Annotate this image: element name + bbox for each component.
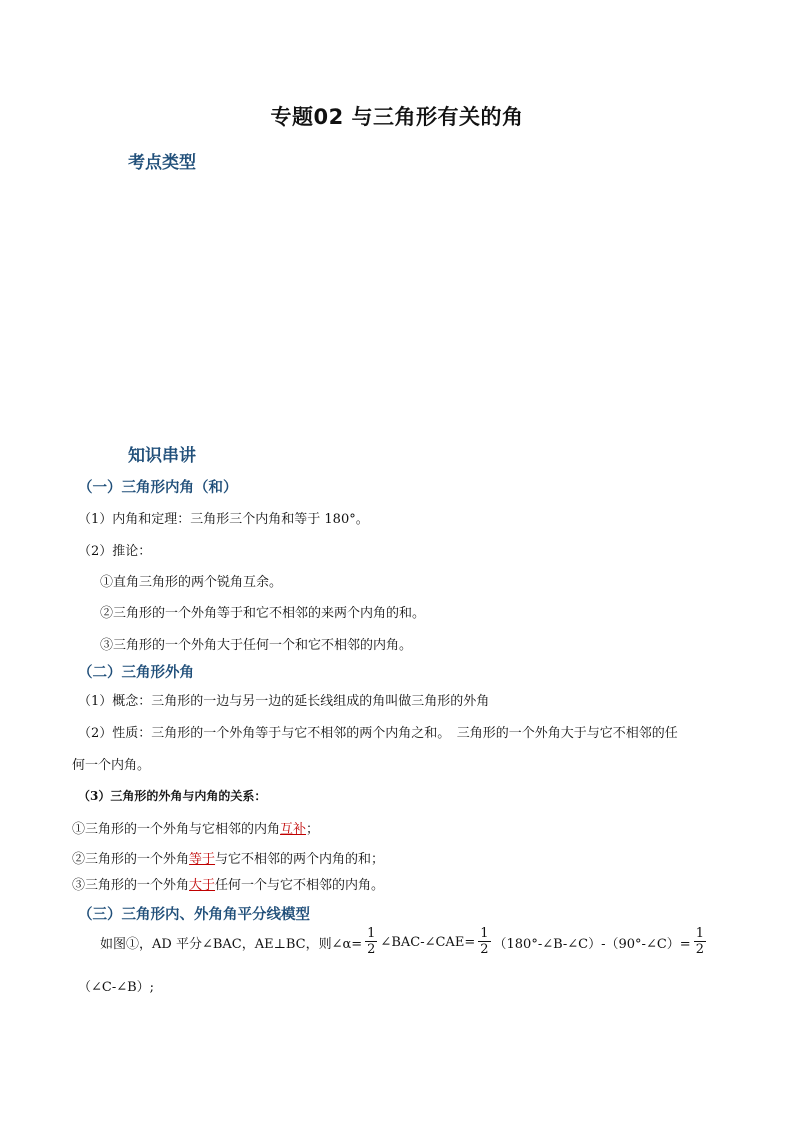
part2-item2-line2: 何一个内角。	[72, 758, 151, 773]
part3-heading: （三）三角形内、外角角平分线模型	[78, 907, 310, 923]
formula-part-a: 如图①，AD 平分∠BAC，AE⊥BC，则∠α=	[100, 937, 363, 952]
relation-1	[72, 818, 319, 837]
page-title: 专题02 与三角形有关的角	[270, 105, 524, 129]
part2-item3: （3）三角形的外角与内角的关系：	[78, 789, 267, 803]
part1-corollary-2: ②三角形的一个外角等于和它不相邻的来两个内角的和。	[100, 606, 426, 621]
part2-item1: （1）概念：三角形的一边与另一边的延长线组成的角叫做三角形的外角	[78, 694, 490, 709]
bisector-formula	[100, 927, 709, 958]
formula-continuation: （∠C-∠B）;	[78, 980, 155, 995]
part1-corollary-1: ①直角三角形的两个锐角互余。	[100, 575, 283, 590]
part2-heading: （二）三角形外角	[78, 665, 194, 681]
section-zhishi-heading: 知识串讲	[128, 446, 196, 466]
relation-3-key: 大于	[189, 878, 216, 893]
part1-heading: （一）三角形内角（和）	[78, 480, 238, 496]
relation-2-post: 与它不相邻的两个内角的和；	[215, 852, 385, 867]
relation-1-post: ；	[306, 822, 320, 837]
relation-3	[72, 874, 384, 893]
part1-corollary-3: ③三角形的一个外角大于任何一个和它不相邻的内角。	[100, 638, 413, 653]
relation-3-post: 任何一个与它不相邻的内角。	[215, 878, 385, 893]
relation-1-key: 互补	[280, 822, 307, 837]
fraction-half-1: $\frac{1}{2}$	[367, 926, 376, 957]
fraction-half-3: $\frac{1}{2}$	[695, 926, 704, 957]
relation-2	[72, 848, 384, 867]
relation-3-pre: ③三角形的一个外角	[72, 878, 190, 893]
relation-2-pre: ②三角形的一个外角	[72, 852, 190, 867]
part2-item2-line1: （2）性质：三角形的一个外角等于与它不相邻的两个内角之和。 三角形的一个外角大于与它不相邻的任	[78, 726, 678, 741]
part1-item1: （1）内角和定理：三角形三个内角和等于 180°。	[78, 512, 369, 527]
fraction-half-2: $\frac{1}{2}$	[480, 926, 489, 957]
section-kaodian-heading: 考点类型	[128, 153, 196, 173]
formula-part-c: （180°-∠B-∠C）-（90°-∠C）=	[493, 937, 691, 952]
relation-1-pre: ①三角形的一个外角与它相邻的内角	[72, 822, 281, 837]
part1-item2: （2）推论：	[78, 544, 152, 559]
relation-2-key: 等于	[189, 852, 216, 867]
formula-part-b: ∠BAC-∠CAE=	[380, 935, 476, 950]
